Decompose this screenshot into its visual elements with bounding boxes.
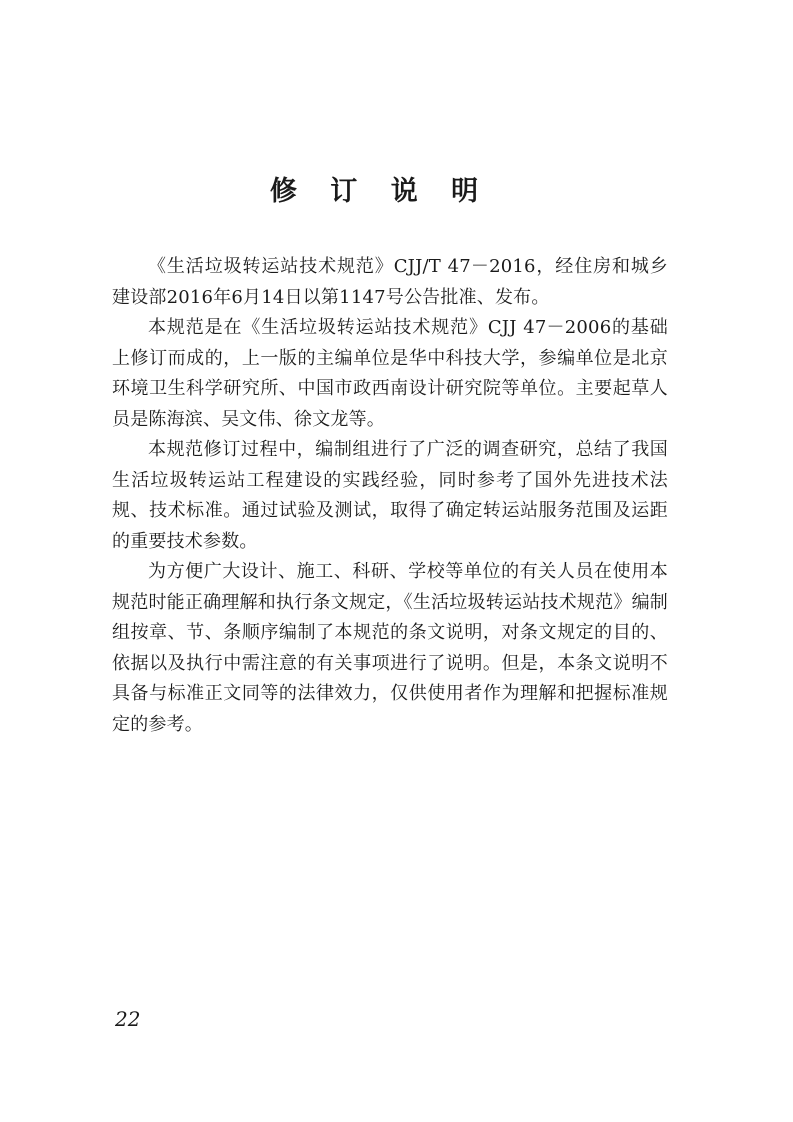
paragraph-approval: 《生活垃圾转运站技术规范》CJJ/T 47－2016，经住房和城乡建设部2016年6月14日以第1147号公告批准、发布。 — [112, 256, 668, 308]
page-title: 修 订 说 明 — [269, 176, 491, 207]
page-number: 22 — [115, 1007, 141, 1031]
paragraph-revision-basis: 本规范是在《生活垃圾转运站技术规范》CJJ 47－2006的基础上修订而成的，上一版的主编单位是华中科技大学，参编单位是北京环境卫生科学研究所、中国市政西南设计研究院等单位。主要起草人员是陈海滨、吴文伟、徐文龙等。 — [112, 317, 668, 430]
paragraph-explanation-purpose: 为方便广大设计、施工、科研、学校等单位的有关人员在使用本规范时能正确理解和执行条文规定，《生活垃圾转运站技术规范》编制组按章、节、条顺序编制了本规范的条文说明，对条文规定的目的、依据以及执行中需注意的有关事项进行了说明。但是，本条文说明不具备与标准正文同等的法律效力，仅供使用者作为理解和把握标准规定的参考。 — [112, 561, 668, 735]
body-text — [112, 252, 668, 740]
paragraph-revision-process: 本规范修订过程中，编制组进行了广泛的调查研究，总结了我国生活垃圾转运站工程建设的实践经验，同时参考了国外先进技术法规、技术标准。通过试验及测试，取得了确定转运站服务范围及运距的重要技术参数。 — [112, 439, 668, 552]
